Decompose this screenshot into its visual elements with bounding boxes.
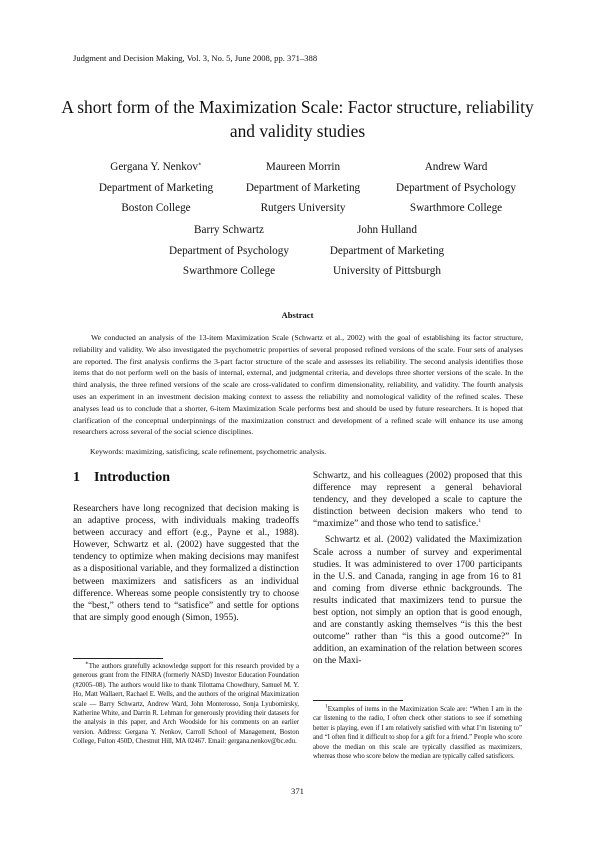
paper-title bbox=[40, 95, 555, 143]
author-block-morrin bbox=[233, 157, 373, 219]
paragraph: Schwartz et al. (2002) validated the Maximization Scale across a number of survey and experimental studies. It was administered to over 1700 participants in the U.S. and Canada, ranging in age from 16 to 81 and coming from diverse ethnic backgrounds. The results indicated that maximizers tend to pursue the best option, not simply an option that is good enough, and are constantly asking themselves “is this the best outcome” rather than “is this a good outcome?” In addition, an examination of the relation between scores on the Maxi- bbox=[313, 535, 522, 667]
author-name: Gergana Y. Nenkov∗ bbox=[110, 161, 202, 173]
author-name: Andrew Ward bbox=[424, 161, 488, 173]
title-line-2: and validity studies bbox=[229, 121, 366, 141]
page-number: 371 bbox=[291, 786, 304, 796]
author-name: Maureen Morrin bbox=[265, 161, 341, 173]
author-name: Barry Schwartz bbox=[194, 224, 264, 236]
author-department: Department of Psychology bbox=[396, 181, 516, 194]
keywords: Keywords: maximizing, satisficing, scale refinement, psychometric analysis. bbox=[90, 447, 327, 456]
author-name: John Hulland bbox=[357, 224, 417, 236]
author-department: Department of Marketing bbox=[245, 181, 361, 194]
journal-header: Judgment and Decision Making, Vol. 3, No. 5, June 2008, pp. 371–388 bbox=[73, 53, 318, 63]
author-block-schwartz bbox=[151, 220, 307, 282]
footnote-acknowledgement: ∗The authors gratefully acknowledge support for this research provided by a generous grant from the FINRA (formerly NASD) Investor Education Foundation (#2005–08). The authors would like to thank Tilottama Chowdhury, Samuel M. Y. Ho, Matt Wallaert, Rachael E. Wells, and the authors of the original Maximization scale — Barry Schwartz, Andrew Ward, John Monterosso, Sonja Lyubomirsky, Katherine White, and Darrin R. Lehman for generously providing their datasets for the analysis in this paper, and Arch Woodside for his comments on an earlier version. Address: Gergana Y. Nenkov, Carroll School of Management, Boston College, Fulton 450D, Chestnut Hill, MA 02467. Email: gergana.nenkov@bc.edu. bbox=[73, 660, 299, 746]
title-line-1: A short form of the Maximization Scale: Factor structure, reliability bbox=[61, 97, 534, 117]
footnote-divider bbox=[73, 658, 163, 659]
author-department: Department of Marketing bbox=[98, 181, 214, 194]
footnote-1: $^1$Examples of items in the Maximization Scale are: “When I am in the car listening to the radio, I often check other stations to see if something better is playing, even if I am relatively satisfied with what I’m listening to” and “I often find it difficult to shop for a gift for a friend.” People who score above the median on this scale are typically classified as maximizers, whereas those who score below the median are typically called satisficers. bbox=[313, 703, 522, 761]
column-right bbox=[313, 470, 522, 668]
footnote-ref-1: 1 bbox=[478, 518, 482, 525]
section-title: Introduction bbox=[94, 470, 170, 485]
abstract-heading: Abstract bbox=[281, 310, 314, 320]
author-institution: Swarthmore College bbox=[182, 265, 276, 277]
paragraph: Researchers have long recognized that decision making is an adaptive process, with individuals making tradeoffs between accuracy and effort (e.g., Payne et al., 1988). However, Schwartz et al. (2002) have suggested that the tendency to optimize when making decisions may manifest as a dispositional variable, and they formalized a distinction between maximizers and satisficers as an individual difference. Whereas some people consistently try to choose the “best,” others tend to “satisfice” and settle for options that are simply good enough (Simon, 1955). bbox=[73, 504, 299, 623]
footnote-divider bbox=[313, 700, 403, 701]
column-left bbox=[73, 503, 299, 624]
author-block-hulland bbox=[312, 220, 462, 282]
paragraph: Schwartz, and his colleagues (2002) proposed that this difference may represent a general behavioral tendency, and they developed a scale to capture the distinction between decision makers who tend to “maximize” and those who tend to satisfice.$^1$ bbox=[313, 471, 522, 530]
author-institution: Swarthmore College bbox=[409, 202, 503, 214]
author-block-ward bbox=[378, 157, 534, 219]
author-block-nenkov bbox=[86, 157, 226, 219]
author-department: Department of Psychology bbox=[169, 244, 289, 257]
author-institution: University of Pittsburgh bbox=[333, 265, 441, 277]
author-institution: Rutgers University bbox=[260, 202, 346, 214]
author-department: Department of Marketing bbox=[329, 244, 445, 257]
section-number: 1 bbox=[73, 470, 80, 485]
author-footnote-mark: ∗ bbox=[197, 161, 202, 168]
abstract-text: We conducted an analysis of the 13-item Maximization Scale (Schwartz et al., 2002) with the goal of establishing its factor structure, reliability and validity. We also investigated the psychometric properties of several proposed refined versions of the scale. Four sets of analyses are reported. The first analysis confirms the 3-part factor structure of the scale and assesses its reliability. The second analysis identifies those items that do not perform well on the basis of internal, external, and judgmental criteria, and develops three shorter versions of the scale. In the third analysis, the three refined versions of the scale are cross-validated to confirm dimensionality, reliability, and validity. The fourth analysis uses an experiment in an investment decision making context to assess the reliability and nomological validity of the refined scales. These analyses lead us to conclude that a shorter, 6-item Maximization Scale performs best and should be used by future researchers. It is hoped that clarification of the conceptual underpinnings of the maximization construct and development of a refined scale will enhance its use among researchers across several of the social science disciplines. bbox=[73, 333, 523, 437]
author-institution: Boston College bbox=[121, 202, 191, 214]
